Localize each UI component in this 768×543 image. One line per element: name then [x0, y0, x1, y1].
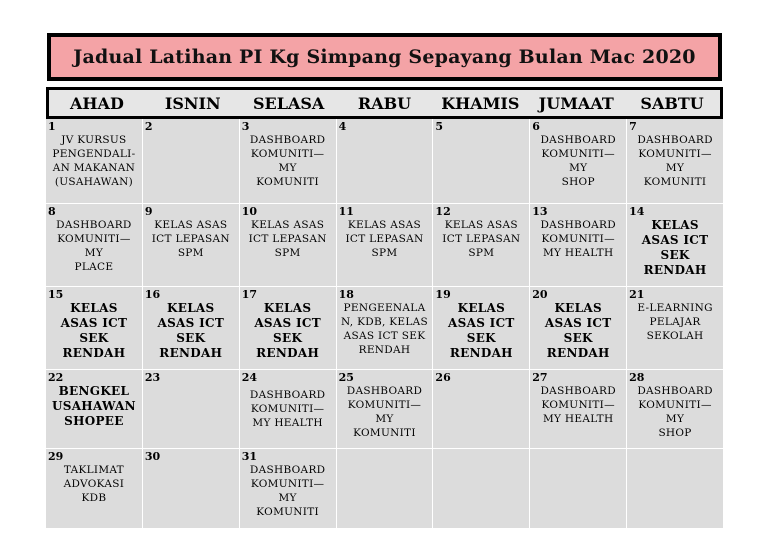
day-number: 20 [532, 288, 548, 301]
day-event: E-LEARNING PELAJAR SEKOLAH [637, 302, 713, 342]
day-cell-8 [46, 204, 142, 286]
day-event: DASHBOARD KOMUNITI— MY SHOP [637, 385, 713, 439]
day-cell-22 [46, 370, 142, 448]
weekday-rabu: RABU [357, 93, 412, 113]
day-event: DASHBOARD KOMUNITI— MY SHOP [540, 134, 616, 188]
day-event: DASHBOARD KOMUNITI— MY KOMUNITI [637, 134, 713, 188]
weekday-header [46, 87, 723, 119]
weekday-sabtu: SABTU [640, 93, 704, 113]
day-event: KELAS ASAS ICT SEK RENDAH [448, 301, 515, 360]
day-cell-21 [627, 287, 723, 369]
day-number: 2 [144, 120, 153, 133]
day-event: DASHBOARD KOMUNITI— MY KOMUNITI [346, 385, 423, 439]
day-cell-30 [143, 449, 239, 528]
day-number: 12 [435, 205, 451, 218]
day-cell-4 [337, 119, 433, 203]
day-cell-7 [627, 119, 723, 203]
day-event: TAKLIMAT ADVOKASI KDB [63, 464, 125, 504]
day-event: PENGEENALA N, KDB, KELAS ASAS ICT SEK RENDAH [340, 302, 428, 356]
day-event: DASHBOARD KOMUNITI— MY KOMUNITI [249, 464, 326, 518]
day-cell-23 [143, 370, 239, 448]
empty-cell [433, 449, 529, 528]
day-cell-13 [530, 204, 626, 286]
day-number: 22 [48, 371, 64, 384]
weekday-selasa: SELASA [252, 93, 325, 113]
weekday-isnin: ISNIN [164, 93, 221, 113]
day-number: 23 [144, 371, 161, 384]
day-cell-3 [240, 119, 336, 203]
day-number: 31 [241, 450, 258, 463]
day-cell-18 [337, 287, 433, 369]
weekday-khamis: KHAMIS [441, 93, 520, 113]
day-number: 5 [435, 120, 444, 133]
day-cell-16 [143, 287, 239, 369]
day-cell-14 [627, 204, 723, 286]
day-cell-19 [433, 287, 529, 369]
title-banner [47, 33, 722, 81]
day-cell-9 [143, 204, 239, 286]
day-cell-11 [337, 204, 433, 286]
day-number: 6 [532, 120, 540, 133]
day-event: DASHBOARD KOMUNITI— MY HEALTH [540, 219, 616, 259]
day-number: 11 [338, 205, 354, 218]
day-number: 24 [241, 371, 258, 384]
day-number: 3 [241, 120, 250, 133]
day-cell-27 [530, 370, 626, 448]
day-cell-6 [530, 119, 626, 203]
day-cell-28 [627, 370, 723, 448]
day-cell-2 [143, 119, 239, 203]
day-event: KELAS ASAS ICT SEK RENDAH [544, 301, 612, 360]
day-cell-15 [46, 287, 142, 369]
day-cell-29 [46, 449, 142, 528]
page-title: Jadual Latihan PI Kg Simpang Sepayang Bulan Mac 2020 [51, 37, 718, 77]
day-cell-31 [240, 449, 336, 528]
day-number: 28 [629, 371, 645, 384]
day-event: DASHBOARD KOMUNITI— MY HEALTH [249, 389, 326, 429]
day-number: 18 [338, 288, 354, 301]
empty-cell [337, 449, 433, 528]
day-number: 10 [241, 205, 258, 218]
day-number: 21 [629, 288, 645, 301]
day-cell-17 [240, 287, 336, 369]
day-number: 27 [532, 371, 548, 384]
day-event: KELAS ASAS ICT LEPASAN SPM [248, 219, 327, 259]
day-event: KELAS ASAS ICT LEPASAN SPM [442, 219, 521, 259]
day-event: DASHBOARD KOMUNITI— MY HEALTH [540, 385, 616, 425]
day-number: 4 [338, 120, 347, 133]
day-cell-26 [433, 370, 529, 448]
day-event: KELAS ASAS ICT LEPASAN SPM [151, 219, 230, 259]
day-number: 14 [629, 205, 645, 218]
calendar-grid [46, 119, 723, 524]
day-cell-1 [46, 119, 142, 203]
day-number: 1 [48, 120, 56, 133]
empty-cell [627, 449, 723, 528]
day-cell-25 [337, 370, 433, 448]
day-cell-12 [433, 204, 529, 286]
empty-cell [530, 449, 626, 528]
day-event: DASHBOARD KOMUNITI— MY KOMUNITI [249, 134, 326, 188]
weekday-ahad: AHAD [70, 93, 124, 113]
day-number: 26 [435, 371, 451, 384]
day-number: 13 [532, 205, 548, 218]
day-event: KELAS ASAS ICT SEK RENDAH [641, 218, 709, 277]
day-event: KELAS ASAS ICT SEK RENDAH [60, 301, 128, 360]
day-cell-24 [240, 370, 336, 448]
day-event: KELAS ASAS ICT LEPASAN SPM [345, 219, 424, 259]
day-number: 25 [338, 371, 354, 384]
day-event: KELAS ASAS ICT SEK RENDAH [254, 301, 321, 360]
day-event: DASHBOARD KOMUNITI— MY PLACE [56, 219, 132, 273]
day-number: 30 [144, 450, 161, 463]
day-number: 17 [241, 288, 258, 301]
day-number: 9 [144, 205, 153, 218]
day-event: KELAS ASAS ICT SEK RENDAH [157, 301, 225, 360]
day-cell-5 [433, 119, 529, 203]
day-cell-10 [240, 204, 336, 286]
weekday-jumaat: JUMAAT [538, 93, 614, 113]
day-number: 16 [144, 288, 161, 301]
day-number: 7 [629, 120, 637, 133]
day-number: 19 [435, 288, 451, 301]
day-event: BENGKEL USAHAWAN SHOPEE [51, 384, 136, 428]
day-event: JV KURSUS PENGENDALI- AN MAKANAN (USAHAWAN) [52, 134, 136, 188]
day-number: 15 [48, 288, 64, 301]
day-number: 29 [48, 450, 64, 463]
day-number: 8 [48, 205, 56, 218]
day-cell-20 [530, 287, 626, 369]
weekday-header-inner [49, 90, 720, 116]
